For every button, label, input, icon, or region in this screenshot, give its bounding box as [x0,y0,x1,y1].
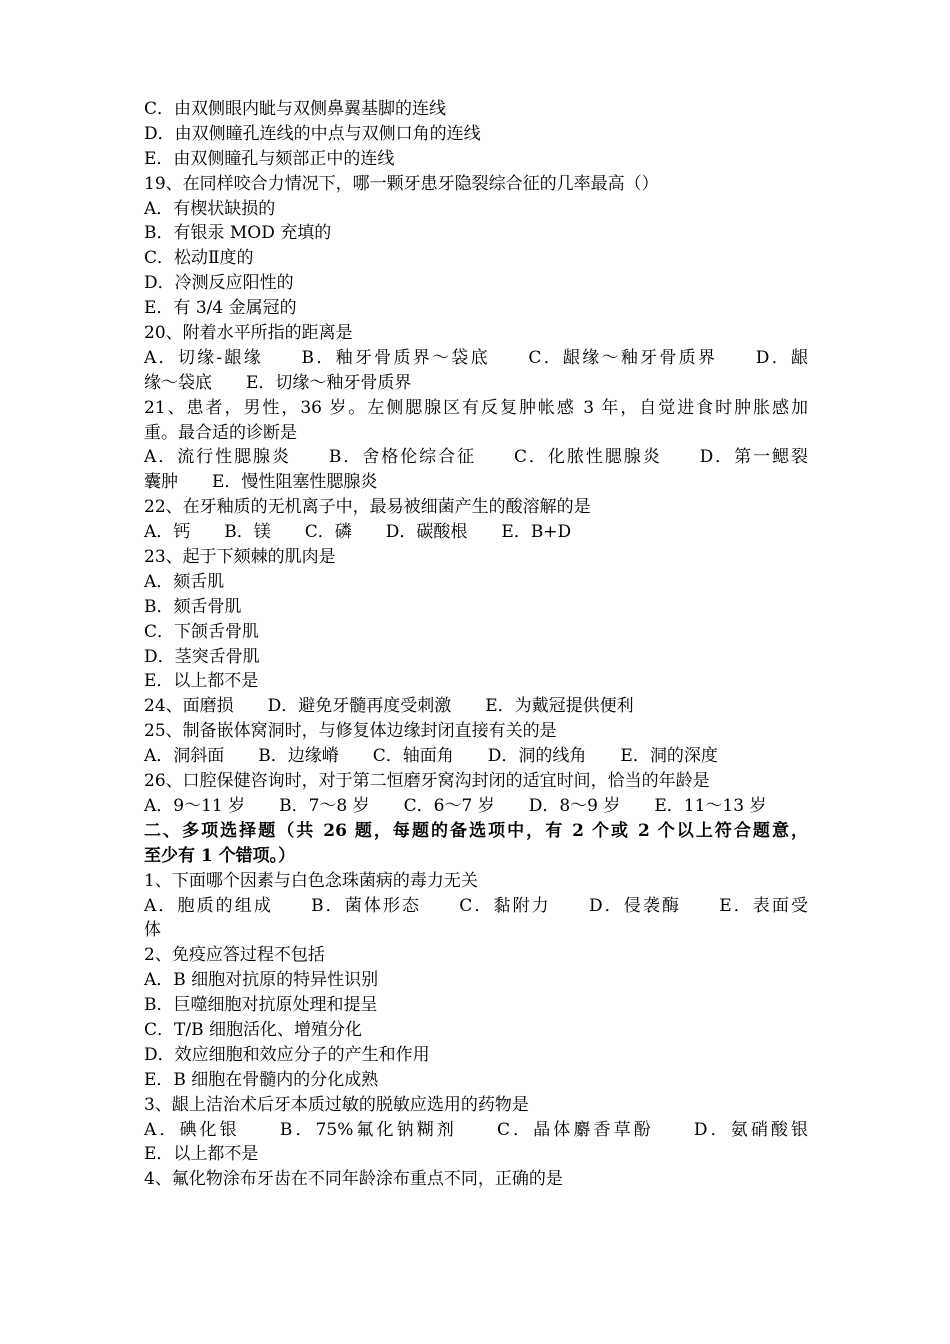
text-line: 26、口腔保健咨询时，对于第二恒磨牙窝沟封闭的适宜时间，恰当的年龄是 [144,771,710,792]
text-line: A．流行性腮腺炎 B．舍格伦综合征 C．化脓性腮腺炎 D．第一鳃裂 [144,447,808,468]
text-line: D．由双侧瞳孔连线的中点与双侧口角的连线 [144,123,481,144]
text-line: A．碘化银 B．75%氟化钠糊剂 C．晶体麝香草酚 D．氨硝酸银 [144,1119,808,1140]
text-line: C．由双侧眼内眦与双侧鼻翼基脚的连线 [144,99,447,119]
text-line: 23、起于下颏棘的肌肉是 [144,547,336,568]
text-line: B．有银汞 MOD 充填的 [144,223,332,244]
text-line: D．茎突舌骨肌 [144,646,260,667]
text-line: B．巨噬细胞对抗原处理和提呈 [144,995,378,1016]
text-line: 24、面磨损 D．避免牙髓再度受刺激 E．为戴冠提供便利 [144,696,634,717]
section-heading-line: 二、多项选择题（共 26 题，每题的备选项中，有 2 个或 2 个以上符合题意， [144,820,808,841]
text-line: E．有 3/4 金属冠的 [144,298,297,319]
text-line: A．钙 B．镁 C．磷 D．碳酸根 E．B+D [144,522,572,543]
section-heading-line: 至少有 1 个错项。） [144,845,296,866]
text-line: 4、氟化物涂布牙齿在不同年龄涂布重点不同，正确的是 [144,1169,563,1190]
text-line: 25、制备嵌体窝洞时，与修复体边缘封闭直接有关的是 [144,721,557,742]
text-line: 19、在同样咬合力情况下，哪一颗牙患牙隐裂综合征的几率最高（） [144,173,659,194]
text-line: A．切缘-龈缘 B．釉牙骨质界～袋底 C．龈缘～釉牙骨质界 D．龈 [144,347,808,368]
text-line: E．以上都不是 [144,671,259,692]
text-line: C．松动Ⅱ度的 [144,248,254,269]
text-line: 21、患者，男性，36 岁。左侧腮腺区有反复肿帐感 3 年，自觉进食时肿胀感加 [144,397,808,418]
text-line: E．由双侧瞳孔与颏部正中的连线 [144,148,395,169]
text-line: 2、免疫应答过程不包括 [144,945,325,966]
text-line: 缘～袋底 E．切缘～釉牙骨质界 [144,372,412,393]
text-line: D．效应细胞和效应分子的产生和作用 [144,1044,430,1065]
text-line: 22、在牙釉质的无机离子中，最易被细菌产生的酸溶解的是 [144,497,591,518]
text-line: A．9～11 岁 B．7～8 岁 C．6～7 岁 D．8～9 岁 E．11～13 岁 [144,795,767,816]
text-line: 20、附着水平所指的距离是 [144,323,353,344]
text-line: B．颏舌骨肌 [144,596,242,617]
text-line: E．以上都不是 [144,1144,259,1165]
document-body [144,97,808,1192]
text-line: D．冷测反应阳性的 [144,273,294,294]
text-line: 3、龈上洁治术后牙本质过敏的脱敏应选用的药物是 [144,1094,529,1115]
text-line: 1、下面哪个因素与白色念珠菌病的毒力无关 [144,870,478,891]
text-line: C．下颌舌骨肌 [144,621,260,642]
text-line: E．B 细胞在骨髓内的分化成熟 [144,1069,379,1090]
text-line: 囊肿 E．慢性阻塞性腮腺炎 [144,472,378,493]
text-line: A．洞斜面 B．边缘嵴 C．轴面角 D．洞的线角 E．洞的深度 [144,746,718,767]
text-line: A．颏舌肌 [144,571,225,592]
text-line: 重。最合适的诊断是 [144,422,297,443]
text-line: C．T/B 细胞活化、增殖分化 [144,1019,362,1040]
text-line: A．有楔状缺损的 [144,198,276,219]
text-line: 体 [144,920,161,941]
text-line: A．胞质的组成 B．菌体形态 C．黏附力 D．侵袭酶 E．表面受 [144,895,808,916]
text-line: A．B 细胞对抗原的特异性识别 [144,970,379,991]
